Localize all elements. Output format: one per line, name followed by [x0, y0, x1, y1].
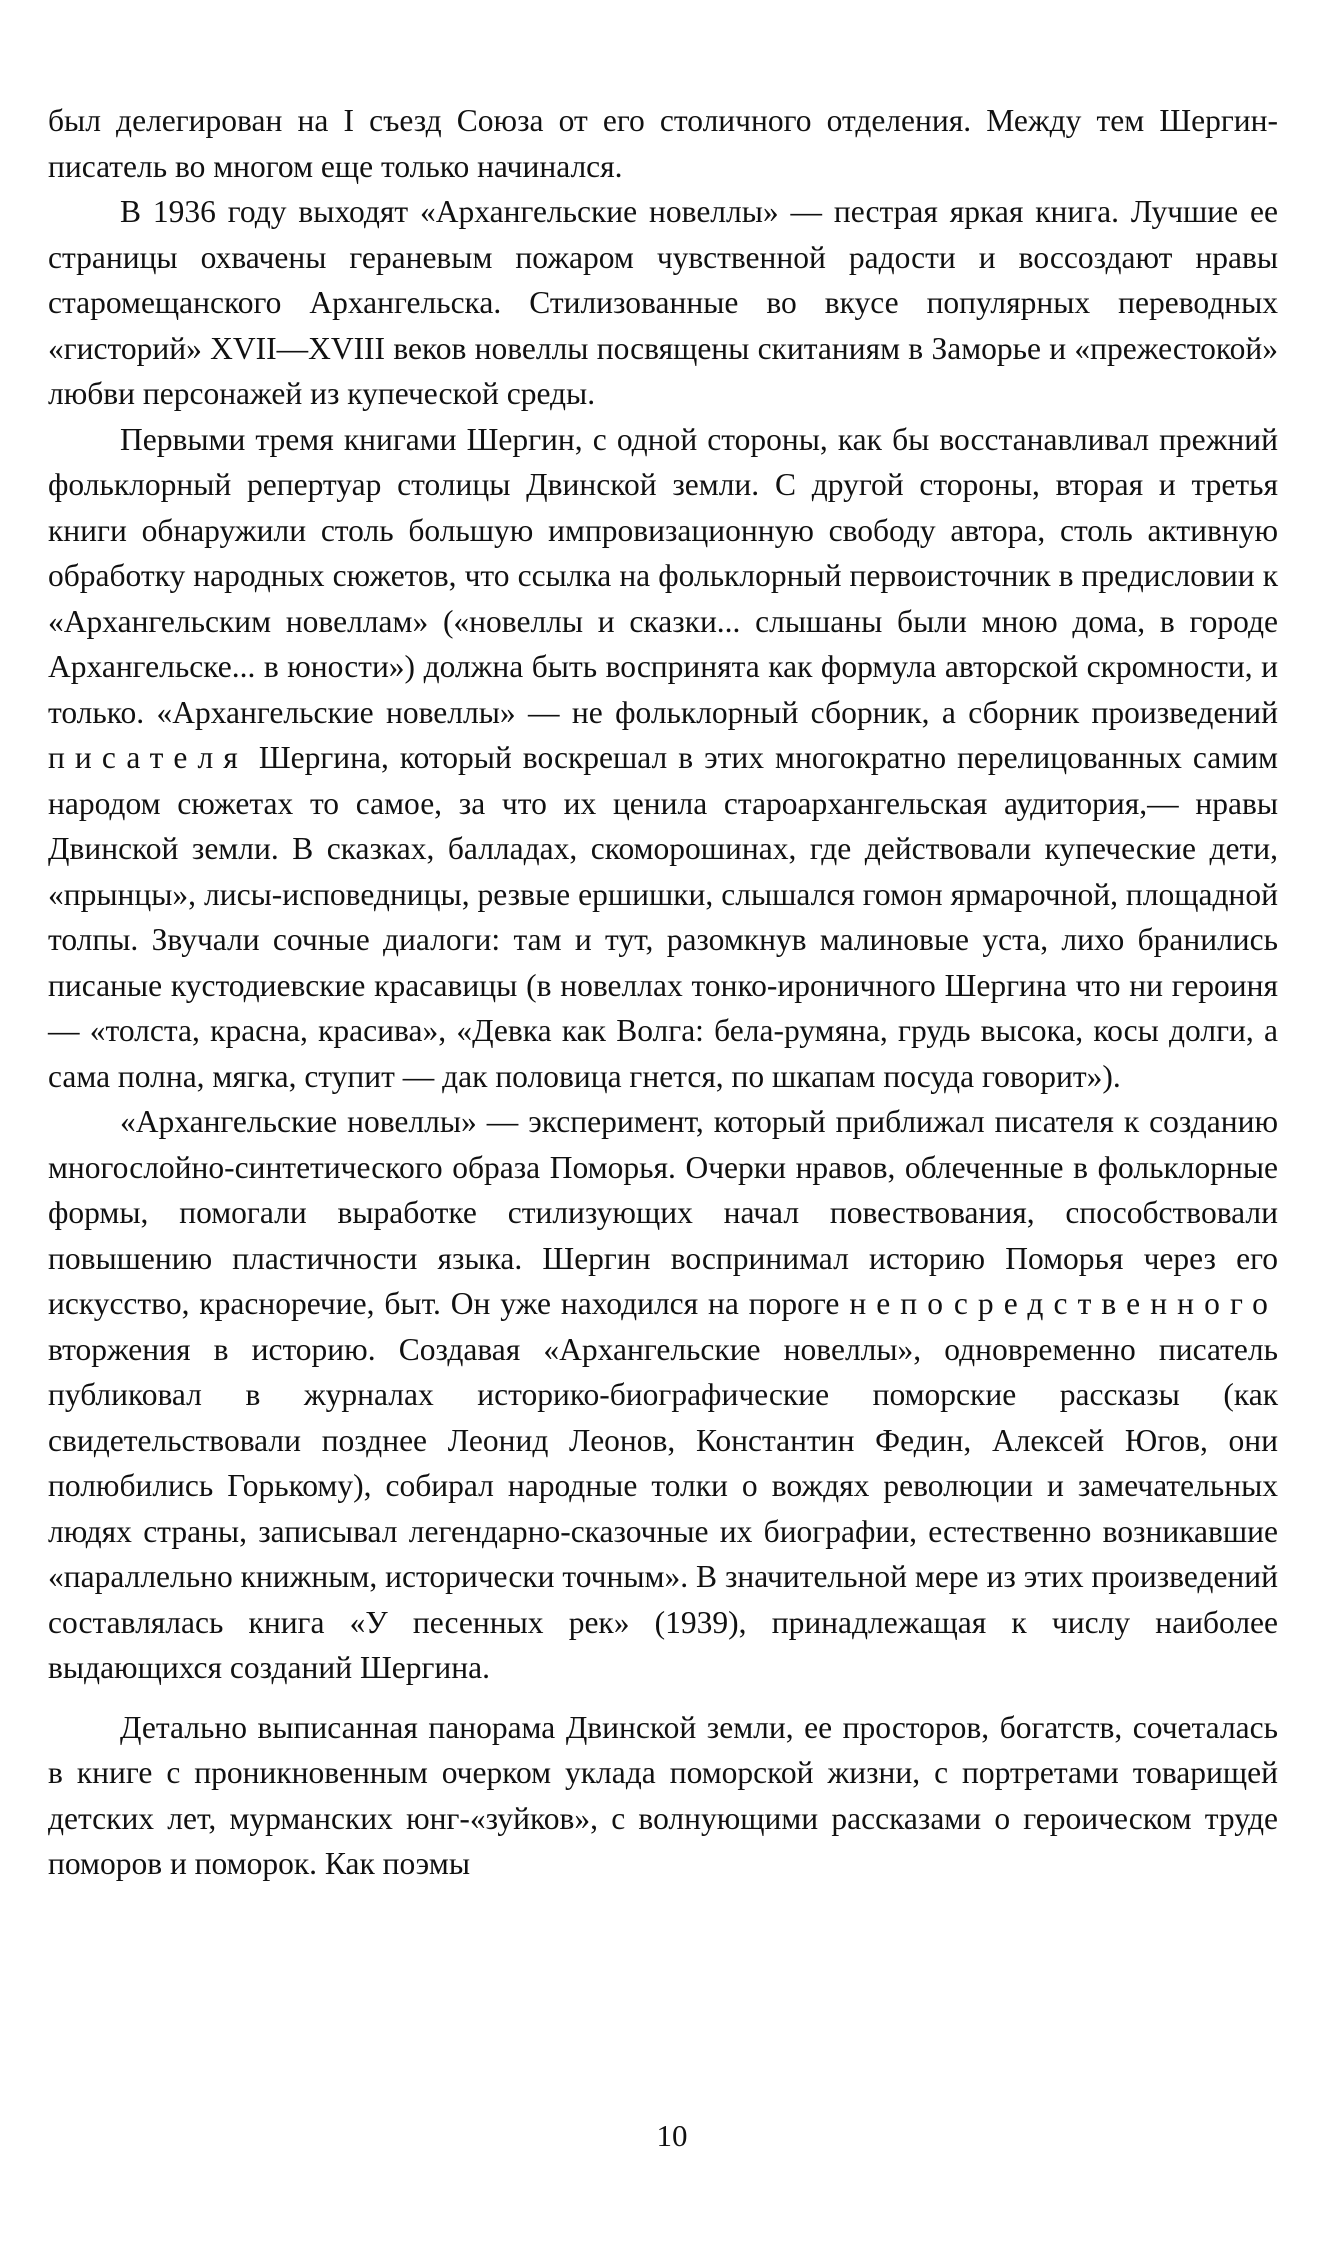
paragraph-text: был делегирован на I съезд Союза от его столичного отделения. Между тем Шергин-писатель во многом еще только начинался.: [48, 103, 1278, 184]
paragraph-text: Шергина, который воскрешал в этих многократно перелицованных самим народом сюжетах то самое, за что их ценила староархангельская аудитория,— нравы Двинской земли. В сказках, балладах, скоморошинах, где действовали купеческие дети, «прынцы», лисы-исповедницы, резвые ершишки, слышался гомон ярмарочной, площадной толпы. Звучали сочные диалоги: там и тут, разомкнув малиновые уста, лихо бранились писаные кустодиевские красавицы (в новеллах тонко-ироничного Шергина что ни героиня — «толста, красна, красива», «Девка как Волга: бела-румяна, грудь высока, косы долги, а сама полна, мягка, ступит — дак половица гнется, по шкапам посуда говорит»).: [48, 740, 1278, 1094]
emphasized-word: непосредственного: [849, 1286, 1278, 1321]
paragraph-text: вторжения в историю. Создавая «Архангельские новеллы», одновременно писатель публиковал в журналах историко-биографические поморские рассказы (как свидетельствовали позднее Леонид Леонов, Константин Федин, Алексей Югов, они полюбились Горькому), собирал народные толки о вождях революции и замечательных людях страны, записывал легендарно-сказочные их биографии, естественно возникавшие «параллельно книжным, исторически точным». В значительной мере из этих произведений составлялась книга «У песенных рек» (1939), принадлежащая к числу наиболее выдающихся созданий Шергина.: [48, 1331, 1278, 1685]
emphasized-word: писателя: [48, 740, 248, 775]
paragraph-text: В 1936 году выходят «Архангельские новеллы» — пестрая яркая книга. Лучшие ее страницы охвачены гераневым пожаром чувственной радости и воссоздают нравы старомещанского Архангельска. Стилизованные во вкусе популярных переводных «гисторий» XVII—XVIII веков новеллы посвящены скитаниям в Заморье и «прежестокой» любви персонажей из купеческой среды.: [48, 194, 1278, 411]
paragraph: [48, 189, 1278, 417]
paragraph-text: Первыми тремя книгами Шергин, с одной стороны, как бы восстанавливал прежний фольклорный репертуар столицы Двинской земли. С другой стороны, вторая и третья книги обнаружили столь большую импровизационную свободу автора, столь активную обработку народных сюжетов, что ссылка на фольклорный первоисточник в предисловии к «Архангельским новеллам» («новеллы и сказки... слышаны были мною дома, в городе Архангельске... в юности») должна быть воспринята как формула авторской скромности, и только. «Архангельские новеллы» — не фольклорный сборник, а сборник произведений: [48, 421, 1278, 730]
paragraph-text: Детально выписанная панорама Двинской земли, ее просторов, богатств, сочеталась в книге с проникновенным очерком уклада поморской жизни, с портретами товарищей детских лет, мурманских юнг-«зуйков», с волнующими рассказами о героическом труде поморов и поморок. Как поэмы: [48, 1709, 1278, 1881]
paragraph: [48, 417, 1278, 1100]
paragraph-continuation: [48, 98, 1278, 189]
paragraph: [48, 1705, 1278, 1887]
paragraph-text: «Архангельские новеллы» — эксперимент, который приближал писателя к созданию многослойно-синтетического образа Поморья. Очерки нравов, облеченные в фольклорные формы, помогали выработке стилизующих начал повествования, способствовали повышению пластичности языка. Шергин воспринимал историю Поморья через его искусство, красноречие, быт. Он уже находился на пороге: [48, 1104, 1278, 1321]
page-number: 10: [656, 2118, 688, 2153]
paragraph: [48, 1099, 1278, 1691]
page-text: [48, 98, 1278, 1887]
